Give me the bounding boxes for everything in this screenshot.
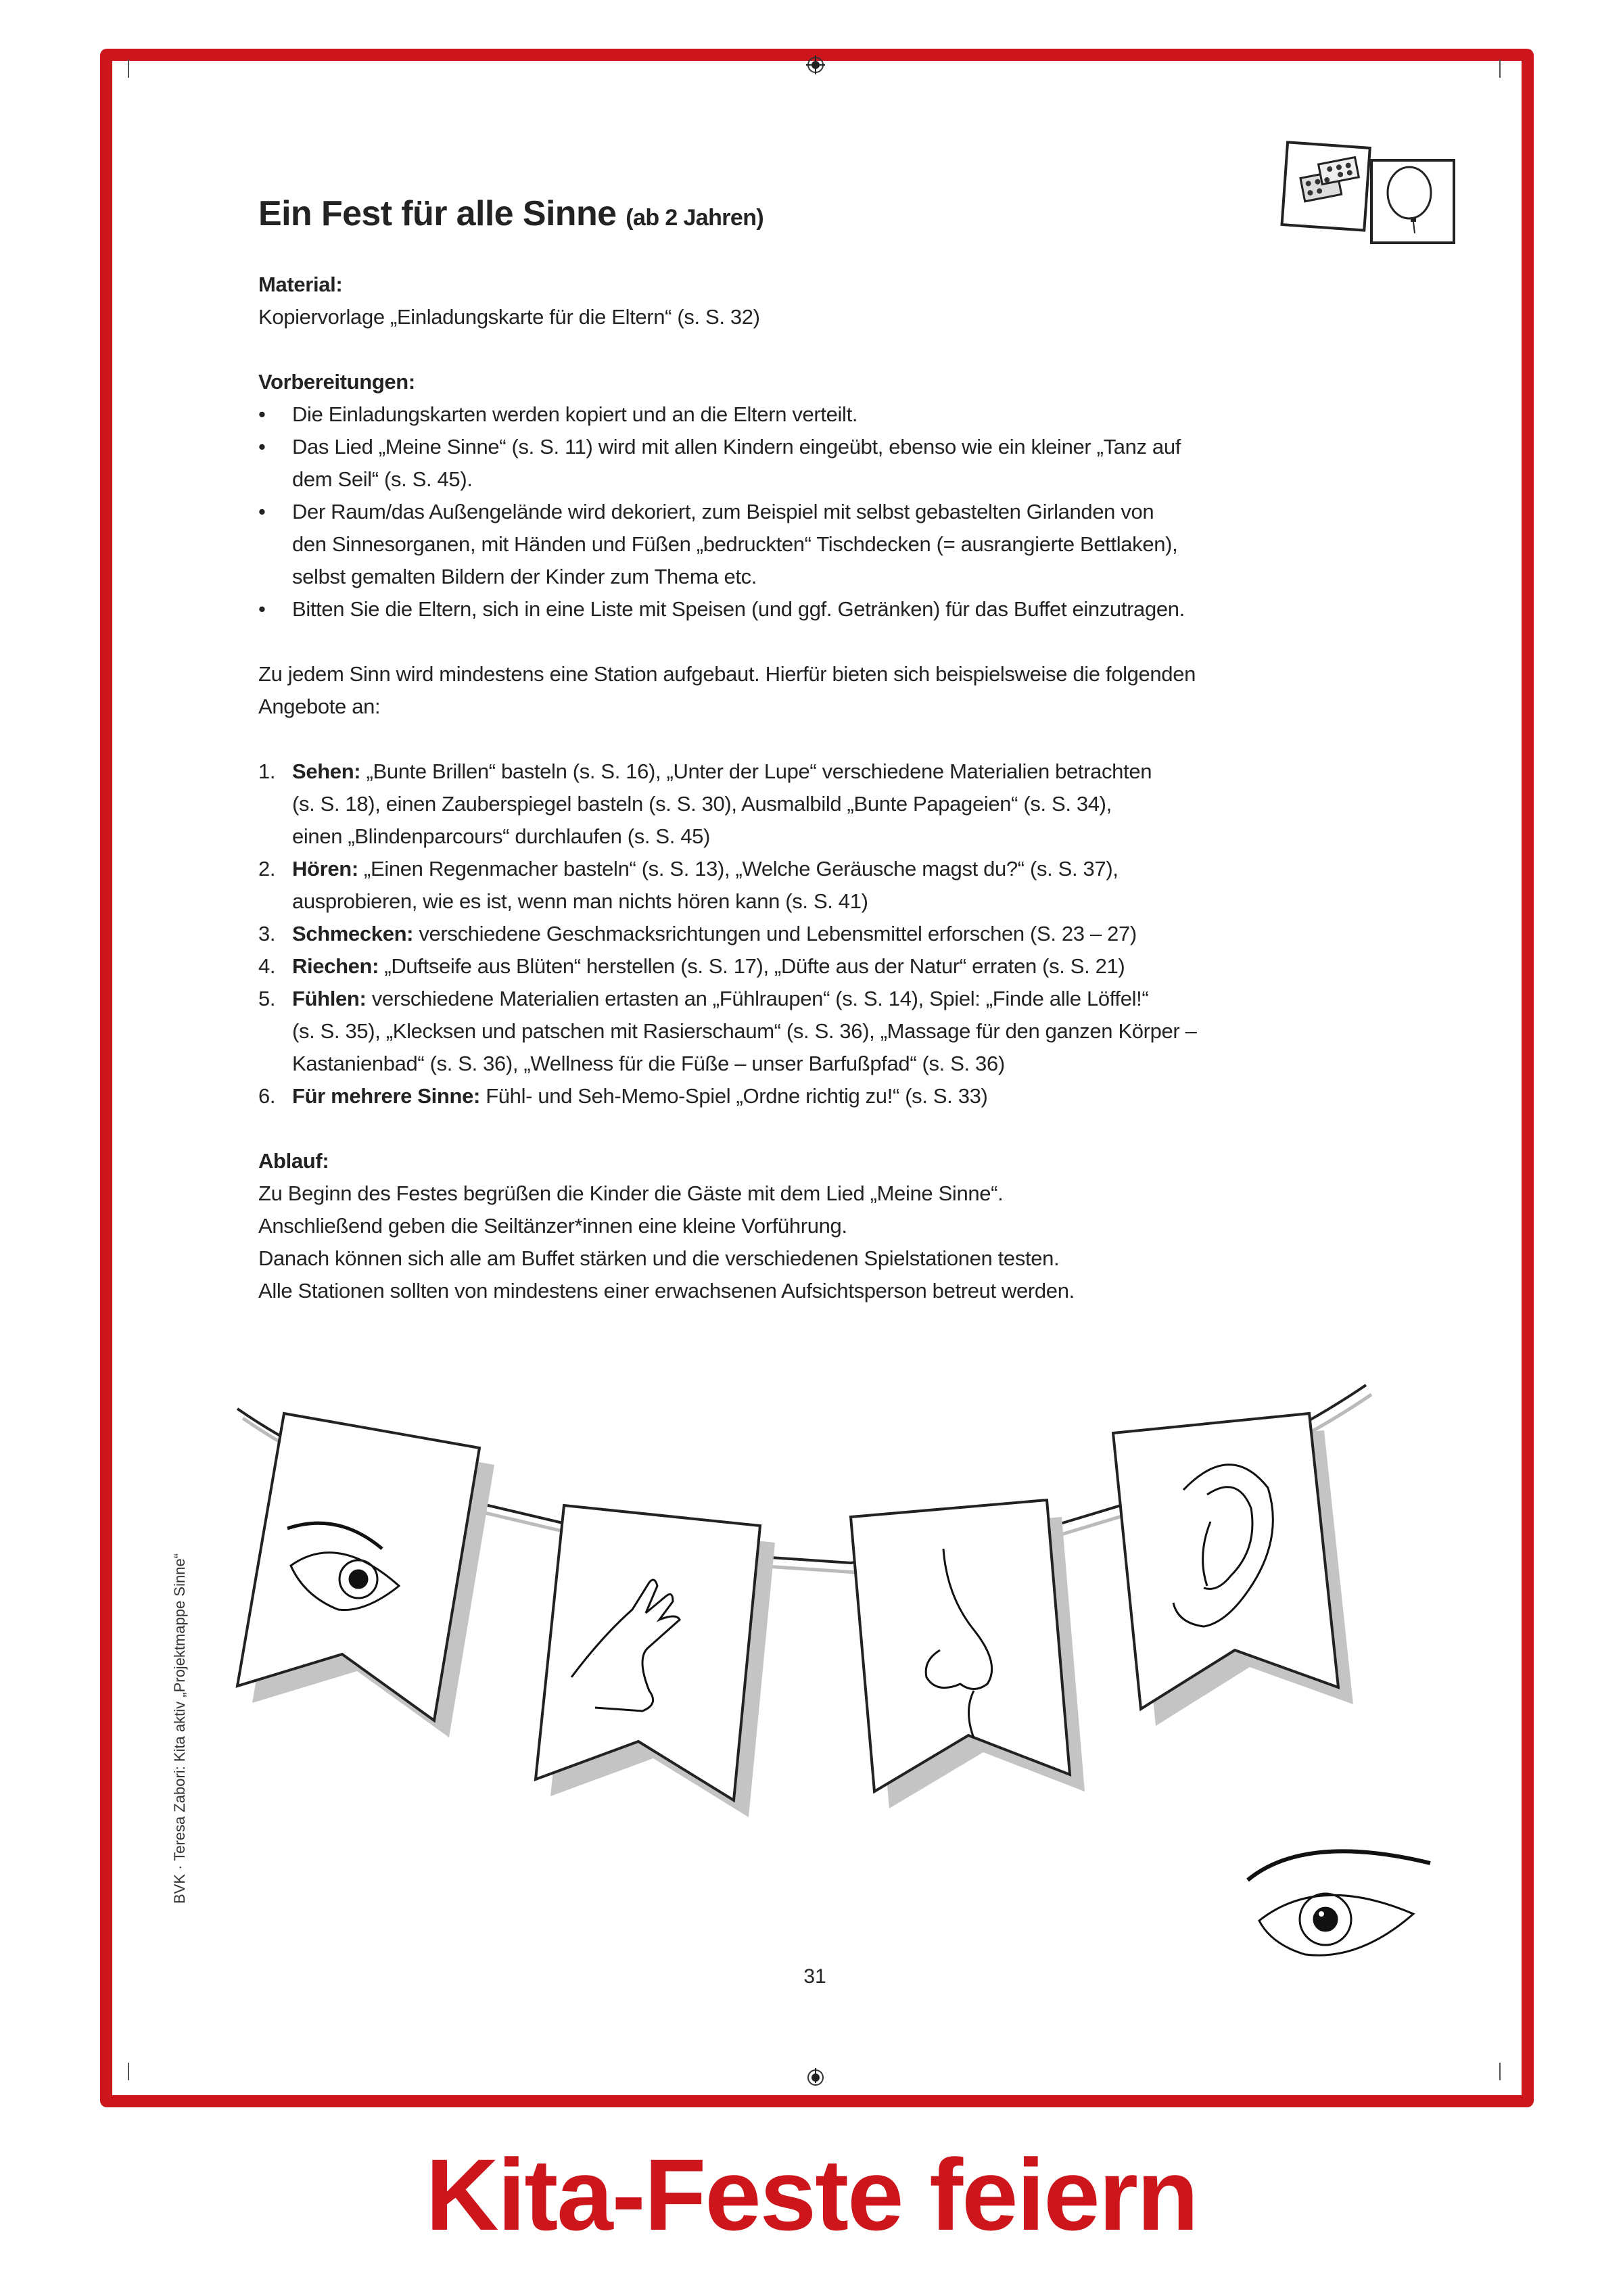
- procedure-line: Zu Beginn des Festes begrüßen die Kinder die Gäste mit dem Lied „Meine Sinne“.: [258, 1181, 1004, 1205]
- bullet: •: [258, 402, 266, 426]
- station-text: „Einen Regenmacher basteln“ (s. S. 13), „Welche Geräusche magst du?“ (s. S. 37),: [358, 857, 1119, 881]
- procedure-line: Anschließend geben die Seiltänzer*innen eine kleine Vorführung.: [258, 1214, 847, 1238]
- station-text: „Bunte Brillen“ basteln (s. S. 16), „Unter der Lupe“ verschiedene Materialien betrachten: [360, 759, 1152, 783]
- pennant: [237, 1413, 479, 1720]
- station-number: 2.: [258, 857, 276, 881]
- station-label: Schmecken:: [292, 922, 414, 945]
- station-number: 3.: [258, 922, 276, 945]
- procedure-line: Alle Stationen sollten von mindestens einer erwachsenen Aufsichtsperson betreut werden.: [258, 1279, 1075, 1303]
- station-line: einen „Blindenparcours“ durchlaufen (s. S. 45): [292, 824, 711, 848]
- eye-illustration-icon: [1248, 1851, 1430, 1955]
- station-line: (s. S. 35), „Klecksen und patschen mit Rasierschaum“ (s. S. 36), „Massage für den ganzen Körper –: [292, 1019, 1197, 1043]
- preparations-heading: Vorbereitungen:: [258, 370, 415, 394]
- preparation-line: Das Lied „Meine Sinne“ (s. S. 11) wird mit allen Kindern eingeübt, ebenso wie ein kleiner „Tanz auf: [292, 435, 1181, 459]
- station-text: „Duftseife aus Blüten“ herstellen (s. S. 17), „Düfte aus der Natur“ erraten (s. S. 21): [379, 954, 1125, 978]
- station-number: 1.: [258, 759, 276, 783]
- station-label: Hören:: [292, 857, 358, 881]
- material-heading: Material:: [258, 273, 343, 296]
- page-number: 31: [803, 1965, 826, 1988]
- intro-line: Zu jedem Sinn wird mindestens eine Station aufgebaut. Hierfür bieten sich beispielsweise die folgenden: [258, 662, 1196, 686]
- station-number: 5.: [258, 987, 276, 1010]
- station-label: Für mehrere Sinne:: [292, 1084, 480, 1108]
- station-number: 6.: [258, 1084, 276, 1108]
- station-text: verschiedene Materialien ertasten an „Fühlraupen“ (s. S. 14), Spiel: „Finde alle Löffel!“: [366, 987, 1149, 1010]
- bullet: •: [258, 500, 266, 523]
- station-line: Kastanienbad“ (s. S. 36), „Wellness für die Füße – unser Barfußpfad“ (s. S. 36): [292, 1052, 1005, 1075]
- preparation-line: selbst gemalten Bildern der Kinder zum Thema etc.: [292, 565, 757, 588]
- title-age-suffix: (ab 2 Jahren): [626, 205, 764, 231]
- procedure-line: Danach können sich alle am Buffet stärken und die verschiedenen Spielstationen testen.: [258, 1246, 1060, 1270]
- side-credit: BVK · Teresa Zabori: Kita aktiv „Projektmappe Sinne“: [171, 1553, 188, 1904]
- bullet: •: [258, 435, 266, 459]
- procedure-heading: Ablauf:: [258, 1149, 329, 1173]
- station-number: 4.: [258, 954, 276, 978]
- bullet: •: [258, 597, 266, 621]
- title-text: Ein Fest für alle Sinne: [258, 194, 617, 233]
- intro-line: Angebote an:: [258, 695, 381, 718]
- station-label: Riechen:: [292, 954, 379, 978]
- station-line: (s. S. 18), einen Zauberspiegel basteln (s. S. 30), Ausmalbild „Bunte Papageien“ (s. S. 34),: [292, 792, 1112, 816]
- station-line: ausprobieren, wie es ist, wenn man nichts hören kann (s. S. 41): [292, 889, 868, 913]
- footer-title: Kita-Feste feiern: [425, 2138, 1198, 2251]
- station-label: Fühlen:: [292, 987, 367, 1010]
- preparation-line: Bitten Sie die Eltern, sich in eine Liste mit Speisen (und ggf. Getränken) für das Buffet einzutragen.: [292, 597, 1185, 621]
- preparation-line: dem Seil“ (s. S. 45).: [292, 467, 473, 491]
- material-text: Kopiervorlage „Einladungskarte für die Eltern“ (s. S. 32): [258, 305, 760, 329]
- station-text: verschiedene Geschmacksrichtungen und Lebensmittel erforschen (S. 23 – 27): [413, 922, 1137, 945]
- preparation-line: den Sinnesorganen, mit Händen und Füßen „bedruckten“ Tischdecken (= ausrangierte Bettlaken),: [292, 532, 1178, 556]
- preparation-line: Die Einladungskarten werden kopiert und an die Eltern verteilt.: [292, 402, 858, 426]
- station-label: Sehen:: [292, 759, 361, 783]
- preparation-line: Der Raum/das Außengelände wird dekoriert, zum Beispiel mit selbst gebastelten Girlanden von: [292, 500, 1154, 523]
- station-text: Fühl- und Seh-Memo-Spiel „Ordne richtig zu!“ (s. S. 33): [479, 1084, 988, 1108]
